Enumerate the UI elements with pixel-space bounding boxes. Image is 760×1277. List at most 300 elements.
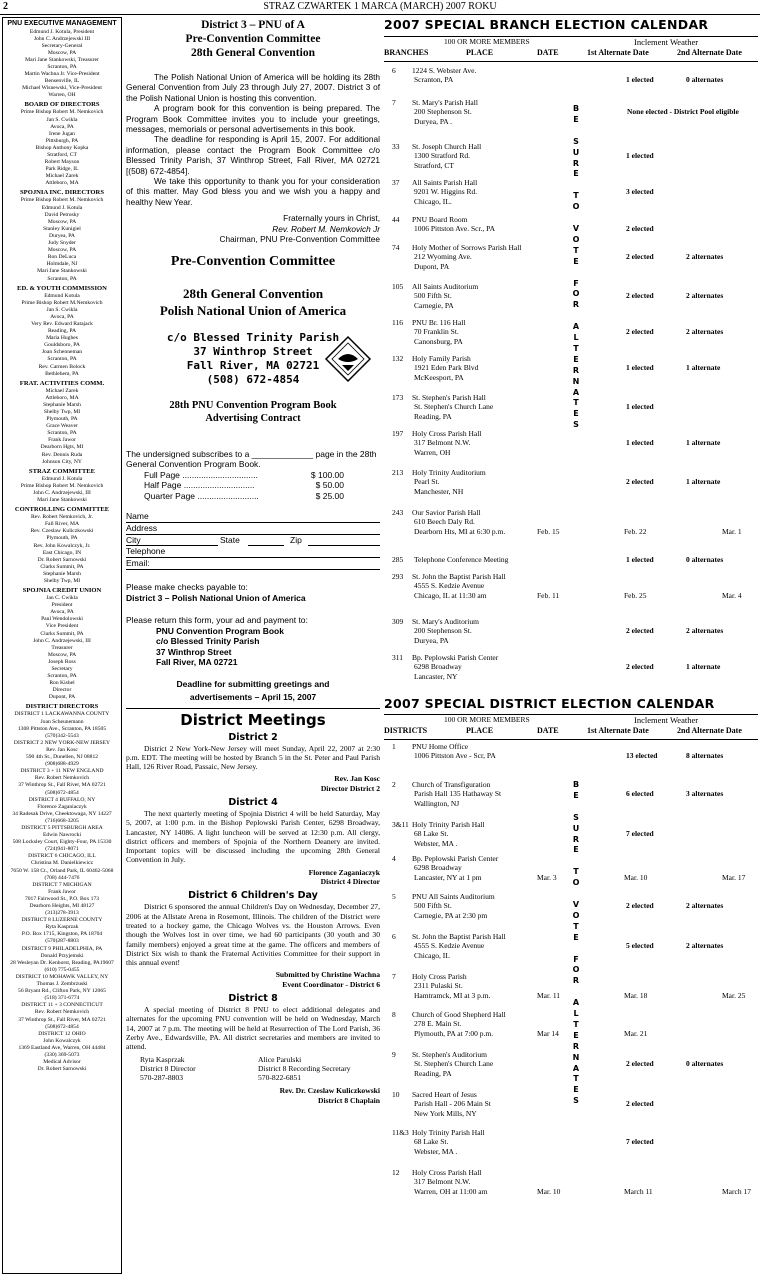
meeting-text: District 6 sponsored the annual Children's Day on Wednesday, December 27, 2006 at the Allstate Arena in Rosemont, Illinois. The children of the District were treated to a hockey game, the Chicago Wolves vs. the Houston Arrows. Even though the Wolves lost in over time, we had 60 participants (30 youth and 30 family members) enjoyed a great time at the game. The officers and members of District Six wish to thank the Fraternal Activities Committee for their support in this annual event! bbox=[126, 902, 380, 968]
row-date: Feb. 11 bbox=[537, 590, 560, 600]
officer-line: 7017 Fairwood St., P.O. Box 173 bbox=[24, 895, 100, 902]
row-place: St. Mary's Parish Hall bbox=[412, 98, 478, 107]
row-alt1: Mar. 21 bbox=[624, 1028, 648, 1038]
officer-line: Plymouth, PA bbox=[46, 416, 78, 423]
officer-line: (508)672-4854 bbox=[45, 1023, 79, 1030]
row-place: Holy Trinity Parish Hall bbox=[412, 820, 485, 829]
row-date: Mar. 3 bbox=[537, 872, 557, 882]
branch-calendar bbox=[384, 62, 758, 694]
officer-line: Mari Jane Stankowski, Treasurer bbox=[25, 56, 99, 63]
weather-label: Inclement Weather bbox=[634, 715, 699, 725]
row-place: PNU Board Room bbox=[412, 215, 468, 224]
row-place: Telephone Conference Meeting bbox=[414, 555, 509, 564]
price-list bbox=[144, 470, 380, 502]
row-alternates: 1 alternate bbox=[686, 438, 721, 448]
officer-line: Frank Jawor bbox=[48, 888, 76, 895]
return-line: Fall River, MA 02721 bbox=[156, 657, 238, 667]
row-place: 1006 Pittston Ave. Scr., PA bbox=[414, 224, 496, 234]
officer-line: Moscow, PA bbox=[47, 218, 77, 225]
officer-line: Bensenville, IL bbox=[44, 78, 80, 85]
row-elected: 2 elected bbox=[626, 477, 654, 487]
column-header: 2nd Alternate Date bbox=[677, 48, 742, 57]
officer-line: Treasurer bbox=[51, 644, 73, 651]
officer-line: Director bbox=[52, 687, 72, 694]
meeting-heading: District 8 bbox=[228, 993, 278, 1005]
officer-line: Warren, OH bbox=[48, 92, 76, 99]
row-elected: 7 elected bbox=[626, 1137, 654, 1147]
column-header: 1st Alternate Date bbox=[587, 48, 649, 57]
officer-line: 1308 Pittston Ave., Scranton, PA 18505 bbox=[17, 725, 107, 732]
row-number: 173 bbox=[392, 393, 404, 402]
city-field[interactable]: City bbox=[126, 535, 218, 546]
row-elected: 1 elected bbox=[626, 151, 654, 161]
officer-line: Rev. Jan Kosc bbox=[46, 746, 78, 753]
payable-line: Please make checks payable to: bbox=[126, 582, 248, 592]
name-field[interactable]: Name bbox=[126, 511, 380, 523]
officer-line: (708) 444-7476 bbox=[44, 874, 80, 881]
row-place: 6298 Broadway bbox=[414, 863, 462, 873]
row-place: PNU Home Office bbox=[412, 742, 469, 751]
row-place: St. John the Baptist Parish Hall bbox=[412, 932, 506, 941]
row-place: Webster, MA . bbox=[414, 1146, 458, 1156]
row-number: 12 bbox=[392, 1168, 400, 1177]
row-place: 9201 W. Higgins Rd. bbox=[414, 187, 478, 197]
row-place: Pearl St. bbox=[414, 477, 440, 487]
telephone-field[interactable]: Telephone bbox=[126, 546, 380, 558]
officer-line: John C. Andrzejewski, III bbox=[33, 489, 91, 496]
officer-line: Park Ridge, IL bbox=[45, 166, 79, 173]
newspaper-title: STRAZ CZWARTEK 1 MARCA (MARCH) 2007 ROKU bbox=[263, 1, 497, 12]
contact-line: 570-287-8803 bbox=[140, 1073, 184, 1083]
address-line: c/o Blessed Trinity Parish bbox=[166, 330, 340, 344]
row-place: St. Stephen's Church Lane bbox=[414, 1059, 494, 1069]
price-row bbox=[144, 480, 380, 491]
row-place: Holy Cross Parish bbox=[412, 972, 467, 981]
officer-line: Ron Kishel bbox=[49, 680, 75, 687]
row-elected: 7 elected bbox=[626, 829, 654, 839]
row-elected: 2 elected bbox=[626, 252, 654, 262]
officer-line: Very Rev. Edward Ratajack bbox=[31, 320, 93, 327]
row-place: Plymouth, PA at 7:00 p.m. bbox=[414, 1028, 494, 1038]
officer-line: John C. Andrzejewski, III bbox=[33, 637, 91, 644]
zip-field[interactable] bbox=[308, 535, 380, 546]
officer-line: Rev. Robert Nemkovich bbox=[34, 1009, 90, 1016]
row-place: Chicago, IL bbox=[414, 950, 450, 960]
district-meetings bbox=[126, 732, 380, 1052]
officer-line: Clarks Summit, PA bbox=[40, 563, 84, 570]
officer-line: Shelby Twp, MI bbox=[43, 409, 81, 415]
district3-title-line: Pre-Convention Committee bbox=[185, 33, 321, 45]
row-elected: 5 elected bbox=[626, 941, 654, 951]
officer-section bbox=[3, 285, 121, 378]
row-place: Duryea, PA . bbox=[414, 116, 453, 126]
row-place: 4555 S. Kedzie Avenue bbox=[414, 941, 485, 951]
officer-line: Michael Wisnewski, Vice-President bbox=[22, 85, 102, 92]
row-place: Webster, MA . bbox=[414, 838, 458, 848]
officer-line: Fall River, MA bbox=[44, 521, 80, 528]
row-date: Feb. 15 bbox=[537, 526, 560, 536]
return-line: c/o Blessed Trinity Parish bbox=[156, 636, 260, 646]
officer-line: Frank Jawor bbox=[48, 437, 76, 444]
officer-line: Scranton, PA bbox=[47, 430, 77, 437]
row-alt1: March 11 bbox=[624, 1186, 653, 1196]
signoff bbox=[126, 213, 380, 244]
row-place: Warren, OH bbox=[414, 447, 451, 457]
officer-line: Joseph Ross bbox=[48, 658, 76, 665]
row-elected: 2 elected bbox=[626, 901, 654, 911]
signoff-line: Chairman, PNU Pre-Convention Committee bbox=[219, 234, 380, 245]
officer-line: Thomas J. Zembrzuski bbox=[36, 981, 88, 988]
column-header: DATE bbox=[537, 726, 559, 735]
officer-line: Shelby Twp, MI bbox=[43, 577, 81, 584]
row-place: 1224 S. Webster Ave. bbox=[412, 66, 477, 75]
officer-line: Rev. Robert Nemkovich bbox=[34, 775, 90, 782]
row-place: 70 Franklin St. bbox=[414, 327, 459, 337]
row-place: 68 Lake St. bbox=[414, 829, 449, 839]
officer-line: 37 Winthrop St., Fall River, MA 02721 bbox=[18, 1016, 106, 1023]
row-place: St. Stephen's Auditorium bbox=[412, 1050, 487, 1059]
address-line: (508) 672-4854 bbox=[206, 372, 300, 386]
row-place: St. Joseph Church Hall bbox=[412, 142, 482, 151]
district-calendar-title: 2007 SPECIAL DISTRICT ELECTION CALENDAR bbox=[384, 696, 715, 711]
weather-label: Inclement Weather bbox=[634, 37, 699, 47]
contact-line: District 8 Director bbox=[140, 1063, 196, 1073]
row-place: 500 Fifth St. bbox=[414, 291, 452, 301]
officer-line: DISTRICT 5 PITTSBURGH AREA bbox=[21, 824, 103, 831]
row-number: 3&11 bbox=[392, 820, 409, 829]
d8-contacts bbox=[140, 1055, 380, 1083]
payable-line: District 3 – Polish National Union of America bbox=[126, 592, 306, 603]
meeting-heading: District 2 bbox=[228, 731, 278, 743]
row-alt2: Mar. 25 bbox=[722, 990, 746, 1000]
officer-line: Michael Zarek bbox=[45, 387, 79, 394]
row-place: St. Mary's Auditorium bbox=[412, 617, 479, 626]
contact-line: 570-822-6851 bbox=[258, 1073, 302, 1083]
officer-section bbox=[3, 587, 121, 701]
election-calendars bbox=[384, 17, 758, 1275]
officer-line: Moscow, PA bbox=[47, 651, 77, 658]
row-place: 212 Wyoming Ave. bbox=[414, 252, 472, 262]
row-place: 200 Stephenson St. bbox=[414, 107, 472, 117]
row-place: Carnegie, PA at 2:30 pm bbox=[414, 910, 488, 920]
intro-paragraph: We take this opportunity to thank you for your consideration of this matter. May God bless you and we wish you a happy and healthy New Year. bbox=[126, 176, 380, 207]
row-alt2: March 17 bbox=[722, 1186, 751, 1196]
officer-line: Attleboro, MA bbox=[45, 180, 79, 187]
section-title: STRAZ COMMITTEE bbox=[28, 467, 96, 475]
officer-line: Stephanie Marsh bbox=[43, 570, 81, 577]
row-place: All Saints Auditorium bbox=[412, 282, 479, 291]
vertical-reminder: B E S U R E T O V O T E F O R A L T E R N A T E S bbox=[572, 780, 580, 1106]
row-elected: 13 elected bbox=[626, 751, 658, 761]
price-row bbox=[144, 491, 380, 502]
officer-line: Bishop Anthony Kopka bbox=[35, 144, 89, 151]
row-place: Our Savior Parish Hall bbox=[412, 508, 481, 517]
row-number: 6 bbox=[392, 932, 396, 941]
row-date: Mar. 11 bbox=[537, 990, 561, 1000]
row-place: All Saints Parish Hall bbox=[412, 178, 478, 187]
officer-line: Irene Jugan bbox=[49, 130, 75, 137]
column-header: DATE bbox=[537, 48, 559, 57]
row-elected: 2 elected bbox=[626, 1099, 654, 1109]
officer-line: Mari Jane Stankowski bbox=[37, 497, 87, 504]
row-elected: 1 elected bbox=[626, 402, 654, 412]
section-title: BOARD OF DIRECTORS bbox=[24, 101, 100, 109]
officer-line: Florence Zaganiaczyk bbox=[37, 803, 87, 810]
row-elected: 2 elected bbox=[626, 327, 654, 337]
district-meetings-title: District Meetings bbox=[180, 710, 326, 729]
section-title: PNU EXECUTIVE MANAGEMENT bbox=[7, 20, 117, 27]
officer-line: Duryea, PA bbox=[49, 232, 75, 239]
officer-line: (508)672-4854 bbox=[45, 789, 79, 796]
row-place: 1006 Pittston Ave - Scr, PA bbox=[414, 751, 496, 761]
officer-line: Robert Mayson bbox=[44, 159, 80, 166]
row-place: 200 Stephenson St. bbox=[414, 626, 472, 636]
officer-section bbox=[3, 380, 121, 466]
section-title: DISTRICT DIRECTORS bbox=[25, 703, 99, 711]
row-place: 278 E. Main St. bbox=[414, 1019, 462, 1029]
officer-line: Edmund J. Kotula bbox=[41, 475, 83, 482]
convention-line: Polish National Union of America bbox=[159, 302, 347, 318]
row-number: 5 bbox=[392, 892, 396, 901]
officer-line: Rev. John Kowalczyk, Jr. bbox=[33, 542, 91, 549]
officer-line: Holmdale, NJ bbox=[46, 261, 78, 268]
row-alt1: Mar. 10 bbox=[624, 872, 648, 882]
row-place: Reading, PA bbox=[414, 411, 452, 421]
meeting-text: District 2 New York-New Jersey will meet Sunday, April 22, 2007 at 2:30 p.m. EDT. The meeting will be hosted by Branch 5 in the St. Peter and Paul Parish Hall, 126 River Road, Passaic, New Jersey. bbox=[126, 743, 380, 772]
officers-sidebar bbox=[2, 17, 122, 1274]
row-alt1: Feb. 25 bbox=[624, 590, 647, 600]
row-alternates: 2 alternates bbox=[686, 941, 724, 951]
row-elected: 2 elected bbox=[626, 291, 654, 301]
row-place: Duryea, PA bbox=[414, 635, 449, 645]
intro-paragraph: The Polish National Union of America will be holding its 28th General Convention from July 23 through July 27, 2007. District 3 of the Polish National Union is hosting this convention. bbox=[126, 72, 380, 103]
officer-line: Reading, PA bbox=[47, 328, 77, 335]
officer-line: 590 4th St., Dunellen, NJ 08812 bbox=[25, 754, 99, 761]
officer-line: DISTRICT 6 CHICAGO, ILL bbox=[28, 853, 96, 860]
row-elected: 1 elected bbox=[626, 438, 654, 448]
row-place: Holy Cross Parish Hall bbox=[412, 1168, 482, 1177]
price-value: $ 100.00 bbox=[310, 469, 344, 480]
row-place: Parish Hall 135 Hathaway St bbox=[414, 789, 502, 799]
officer-line: DISTRICT 8 LUZERNE COUNTY bbox=[21, 917, 103, 924]
row-number: 1 bbox=[392, 742, 396, 751]
row-alternates: 2 alternates bbox=[686, 901, 724, 911]
district3-title-line: District 3 – PNU of A bbox=[201, 19, 305, 31]
officer-line: Prime Bishop Robert M. Nemkovich bbox=[20, 482, 104, 489]
officer-line: Scranton, PA bbox=[47, 275, 77, 282]
convention-line: 28th General Convention bbox=[182, 285, 324, 301]
row-place: PNU Br. 116 Hall bbox=[412, 318, 466, 327]
officer-section bbox=[3, 20, 121, 99]
officer-section bbox=[3, 468, 121, 504]
officer-line: 7650 W. 158 Ct., Orland Park, IL 60462-5068 bbox=[10, 867, 114, 874]
row-number: 285 bbox=[392, 555, 404, 564]
officer-line: Rev. Carmen Bolock bbox=[38, 363, 86, 370]
officer-section bbox=[3, 506, 121, 585]
email-field[interactable]: Email: bbox=[126, 558, 380, 570]
row-number: 132 bbox=[392, 354, 404, 363]
officer-line: Maria Hughes bbox=[46, 335, 78, 342]
officer-line: Grace Weaver bbox=[46, 423, 78, 430]
section-title: SPOJNIA CREDIT UNION bbox=[22, 587, 102, 595]
price-value: $ 25.00 bbox=[315, 490, 344, 501]
branch-calendar-title: 2007 SPECIAL BRANCH ELECTION CALENDAR bbox=[384, 17, 709, 32]
officer-line: Dearborn Hgts, MI bbox=[40, 444, 84, 451]
row-place: Wallington, NJ bbox=[414, 798, 460, 808]
row-number: 33 bbox=[392, 142, 400, 151]
d8-contact bbox=[258, 1055, 376, 1083]
row-number: 7 bbox=[392, 98, 396, 107]
meeting-text: A special meeting of District 8 PNU to elect additional delegates and alternates for the upcoming PNU convention will be held on Wednesday, March 14, 2007 at 7 p.m. The meeting will be held at Resurrection of The Lord Parish, 36 Zerby Ave., Edwardsville, PA. All district secretaries and members are invited to attend. bbox=[126, 1005, 380, 1052]
zip-label: Zip bbox=[290, 535, 302, 545]
meeting-sig: Submitted by Christine Wachna bbox=[275, 970, 380, 980]
contact-line: Ryta Kasprzak bbox=[140, 1054, 185, 1064]
officer-section bbox=[3, 101, 121, 187]
price-row bbox=[144, 470, 380, 481]
row-number: 37 bbox=[392, 178, 400, 187]
row-place: Carnegie, PA bbox=[414, 300, 454, 310]
officer-line: Jan S. Cwikla bbox=[46, 116, 78, 123]
officer-line: (610) 775-0455 bbox=[44, 966, 80, 973]
row-alternates: 1 alternate bbox=[686, 363, 721, 373]
officer-line: (518) 371-6774 bbox=[44, 995, 80, 1002]
officer-line: (716)668-3205 bbox=[45, 817, 79, 824]
officer-line: (313)278-3913 bbox=[45, 910, 79, 917]
officer-line: DISTRICT 7 MICHIGAN bbox=[32, 881, 92, 888]
officer-line: David Petrosky bbox=[44, 211, 80, 218]
officer-line: 34 Radesak Drive, Cheektowaga, NY 14227 bbox=[12, 810, 112, 817]
row-elected: 1 elected bbox=[626, 363, 654, 373]
row-place: 317 Belmont N.W. bbox=[414, 1177, 471, 1187]
officer-line: Jan C. Cwikla bbox=[46, 595, 78, 602]
officer-line: Rev. Robert Nemkovich, Jr. bbox=[30, 514, 94, 521]
meeting-sig: Rev. Jan Kosc bbox=[334, 774, 380, 784]
row-alt2: Mar. 17 bbox=[722, 872, 746, 882]
row-place: 1921 Eden Park Blvd bbox=[414, 363, 479, 373]
row-place: 68 Lake St. bbox=[414, 1137, 449, 1147]
return-line: Please return this form, your ad and payment to: bbox=[126, 615, 308, 625]
row-elected: 1 elected bbox=[626, 555, 654, 564]
row-elected: 2 elected bbox=[626, 662, 654, 672]
row-number: 213 bbox=[392, 468, 404, 477]
row-number: 8 bbox=[392, 1010, 396, 1019]
officer-line: Judy Snyder bbox=[48, 240, 76, 247]
row-place: 500 Fifth St. bbox=[414, 901, 452, 911]
address-field[interactable]: Address bbox=[126, 523, 380, 535]
row-place: Scranton, PA bbox=[414, 75, 454, 85]
officer-line: Stratford, CT bbox=[47, 152, 77, 158]
row-place: Parish Hall - 206 Main St bbox=[414, 1099, 491, 1109]
district3-title-line: 28th General Convention bbox=[191, 47, 315, 59]
officer-section bbox=[3, 703, 121, 1073]
row-place: Holy Family Parish bbox=[412, 354, 471, 363]
row-place: 610 Beech Daly Rd. bbox=[414, 517, 475, 527]
row-elected: 3 elected bbox=[626, 187, 654, 197]
signoff-line: Rev. Robert M. Nemkovich Jr bbox=[272, 223, 380, 234]
row-number: 4 bbox=[392, 854, 396, 863]
officer-line: Donald Przyjemski bbox=[40, 952, 84, 959]
contract-line: Advertising Contract bbox=[205, 412, 301, 424]
row-place: St. John the Baptist Parish Hall bbox=[412, 572, 506, 581]
section-title: ED. & YOUTH COMMISSION bbox=[17, 284, 107, 292]
row-place: Bp. Peplowski Parish Center bbox=[412, 854, 499, 863]
officer-line: Edwin Nawrocki bbox=[42, 832, 82, 839]
officer-line: DISTRICT 11 + 3 CONNECTICUT bbox=[21, 1002, 103, 1009]
officer-line: Ryta Kasprzak bbox=[45, 924, 79, 931]
row-place: Chicago, IL. bbox=[414, 196, 452, 206]
address-line: 37 Winthrop Street bbox=[193, 344, 313, 358]
officer-line: Plymouth, PA bbox=[46, 535, 78, 542]
price-value: $ 50.00 bbox=[315, 480, 344, 490]
row-place: St. Stephen's Church Lane bbox=[414, 402, 494, 412]
price-label: Quarter Page .......................... bbox=[144, 490, 259, 501]
deadline-line: advertisements – April 15, 2007 bbox=[189, 691, 317, 702]
row-alternates: 0 alternates bbox=[686, 555, 724, 564]
row-number: 9 bbox=[392, 1050, 396, 1059]
officer-line: Avoca, PA bbox=[50, 123, 74, 130]
column-header: 1st Alternate Date bbox=[587, 726, 649, 735]
row-alternates: 0 alternates bbox=[686, 75, 724, 85]
officer-line: (724)941-8071 bbox=[45, 846, 79, 853]
row-number: 2 bbox=[392, 780, 396, 789]
row-alternates: 2 alternates bbox=[686, 252, 724, 262]
row-place: St. Stephen's Parish Hall bbox=[412, 393, 486, 402]
officer-line: Edmund J. Kotula bbox=[41, 204, 83, 211]
officer-line: (908)688-4929 bbox=[45, 761, 79, 768]
row-alternates: 1 alternate bbox=[686, 662, 721, 672]
officer-line: Avoca, PA bbox=[50, 313, 74, 320]
price-label: Full Page ................................ bbox=[144, 469, 258, 480]
intro-paragraph: The deadline for responding is April 15, 2007. For additional information, please contact the Program Book Committee c/o Blessed Trinity Parish, 37 Winthrop Street, Fall River, MA 02721 [(508) 672-4854]. bbox=[126, 134, 380, 176]
contact-line: District 8 Recording Secretary bbox=[258, 1063, 351, 1073]
column-header: PLACE bbox=[466, 726, 494, 735]
row-number: 309 bbox=[392, 617, 404, 626]
officer-line: Secretary-General bbox=[41, 42, 83, 49]
row-place: Warren, OH at 11:00 am bbox=[414, 1186, 488, 1196]
officer-line: (330) 369-5073 bbox=[44, 1051, 80, 1058]
meeting-text: The next quarterly meeting of Spojnia District 4 will be held Saturday, May 5, 2007, at 1:00 p.m. in the Bishop Peplowski Parish Center, 6298 Broadway, Lancaster, NY 14086. A light luncheon will be served at 12:30 p.m. All clergy, district officers and members of Spojnia of the Northern Deanery are invited. Important topics will be discussed including the upcoming 28th General Convention in July. bbox=[126, 808, 380, 865]
price-label: Half Page .............................. bbox=[144, 480, 255, 490]
row-place: Lancaster, NY bbox=[414, 671, 458, 681]
officer-line: Stanley Kunigiel bbox=[43, 225, 81, 232]
row-place: Bp. Peplowski Parish Center bbox=[412, 653, 499, 662]
row-alternates: 8 alternates bbox=[686, 751, 724, 761]
row-number: 105 bbox=[392, 282, 404, 291]
row-number: 74 bbox=[392, 243, 400, 252]
address-line: Fall River, MA 02721 bbox=[186, 358, 320, 372]
officer-line: Pittsburgh, PA bbox=[45, 137, 79, 144]
return-line: PNU Convention Program Book bbox=[156, 625, 284, 636]
meeting-heading: District 4 bbox=[228, 796, 278, 808]
return-line: 37 Winthrop Street bbox=[156, 646, 232, 657]
state-field[interactable] bbox=[248, 535, 284, 546]
row-number: 243 bbox=[392, 508, 404, 517]
officer-line: Secretary bbox=[51, 666, 73, 672]
row-alternates: 1 alternate bbox=[686, 477, 721, 487]
officer-line: Johnson City, NY bbox=[42, 458, 82, 465]
row-place: Church of Transfiguration bbox=[412, 780, 491, 789]
officer-line: Scranton, PA bbox=[47, 356, 77, 363]
middle-column bbox=[126, 17, 380, 1275]
row-place: Stratford, CT bbox=[414, 160, 454, 170]
section-title: CONTROLLING COMMITTEE bbox=[14, 506, 110, 514]
pnu-emblem-icon bbox=[324, 335, 372, 383]
row-date: Mar 14 bbox=[537, 1028, 559, 1038]
row-place: 317 Belmont N.W. bbox=[414, 438, 471, 448]
officer-line: Joan Schenneman bbox=[41, 349, 83, 356]
meeting-sig: Director District 2 bbox=[320, 783, 380, 793]
row-number: 293 bbox=[392, 572, 404, 581]
